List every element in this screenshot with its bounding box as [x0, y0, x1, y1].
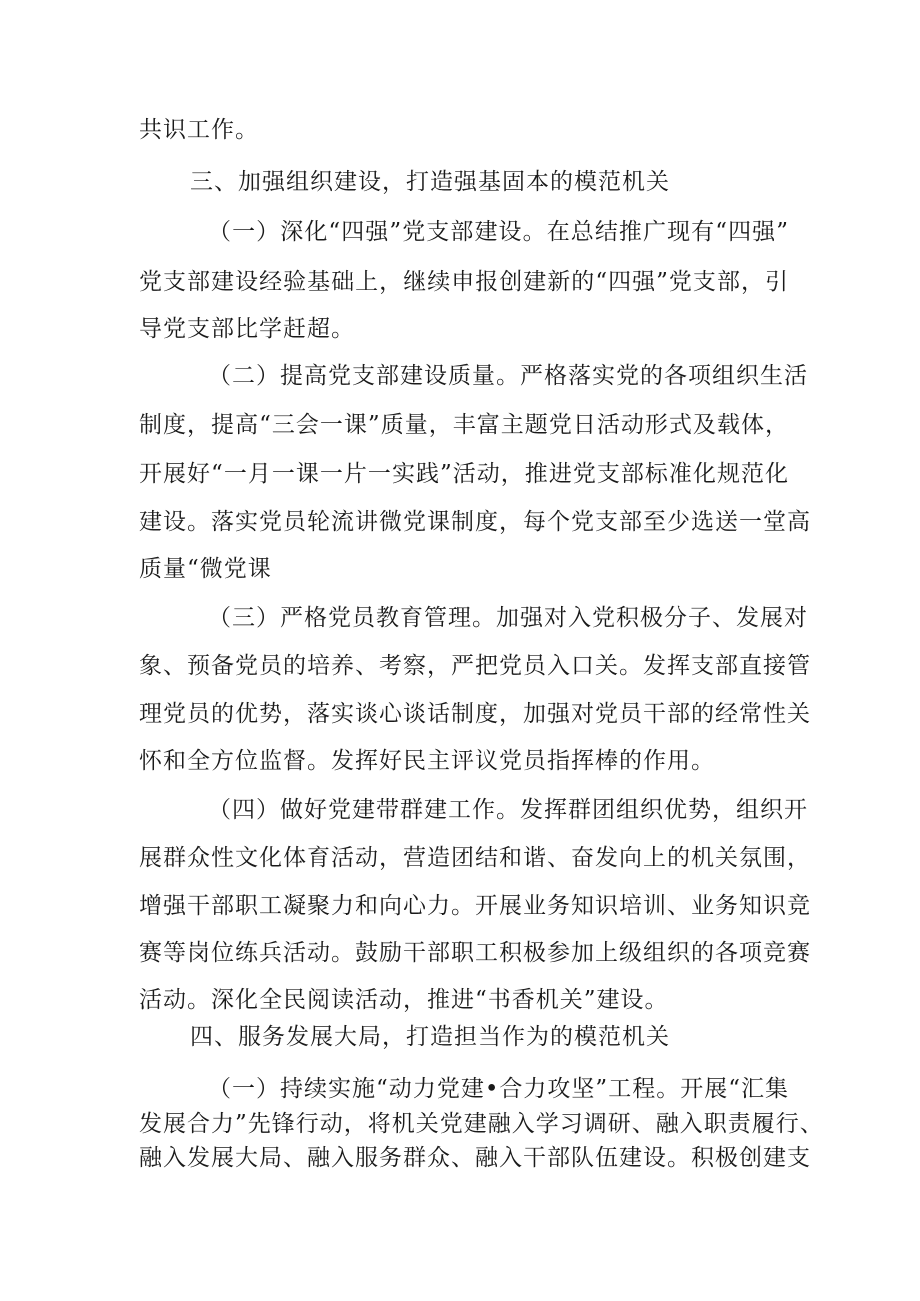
text-line: 怀和全方位监督。发挥好民主评议党员指挥棒的作用。: [139, 748, 715, 774]
section-heading: 四、服务发展大局，打造担当作为的模范机关: [190, 1024, 670, 1050]
text-line: 象、预备党员的培养、考察，严把党员入口关。发挥支部直接管: [139, 653, 811, 679]
text-line: 活动。深化全民阅读活动，推进“书香机关”建设。: [139, 987, 669, 1013]
text-line: 开展好“一月一课一片一实践”活动，推进党支部标准化规范化: [139, 461, 789, 487]
paragraph-start: （四）做好党建带群建工作。发挥群团组织优势，组织开: [208, 797, 808, 823]
paragraph-start: （二）提高党支部建设质量。严格落实党的各项组织生活: [208, 363, 808, 389]
text-line: 导党支部比学赶超。: [139, 316, 355, 342]
text-line: 共识工作。: [139, 117, 259, 143]
paragraph-start: （一）深化“四强”党支部建设。在总结推广现有“四强”: [208, 219, 789, 245]
text-line: 建设。落实党员轮流讲微党课制度，每个党支部至少选送一堂高: [139, 509, 811, 535]
text-line: 制度，提高“三会一课”质量，丰富主题党日活动形式及载体，: [139, 412, 789, 438]
text-line: 理党员的优势，落实谈心谈话制度，加强对党员干部的经常性关: [139, 701, 811, 727]
text-line: 发展合力”先锋行动，将机关党建融入学习调研、融入职责履行、: [139, 1111, 824, 1137]
text-line: 展群众性文化体育活动，营造团结和谐、奋发向上的机关氛围，: [139, 845, 811, 871]
section-heading: 三、加强组织建设，打造强基固本的模范机关: [190, 169, 670, 195]
paragraph-start: （一）持续实施“动力党建•合力攻坚”工程。开展“汇集: [208, 1076, 789, 1102]
text-line: 党支部建设经验基础上，继续申报创建新的“四强”党支部，引: [139, 269, 789, 295]
text-line: 质量“微党课: [139, 556, 272, 582]
text-line: 赛等岗位练兵活动。鼓励干部职工积极参加上级组织的各项竞赛: [139, 940, 811, 966]
text-line: 融入发展大局、融入服务群众、融入干部队伍建设。积极创建支: [139, 1145, 811, 1171]
text-line: 增强干部职工凝聚力和向心力。开展业务知识培训、业务知识竞: [139, 893, 811, 919]
paragraph-start: （三）严格党员教育管理。加强对入党积极分子、发展对: [208, 605, 808, 631]
